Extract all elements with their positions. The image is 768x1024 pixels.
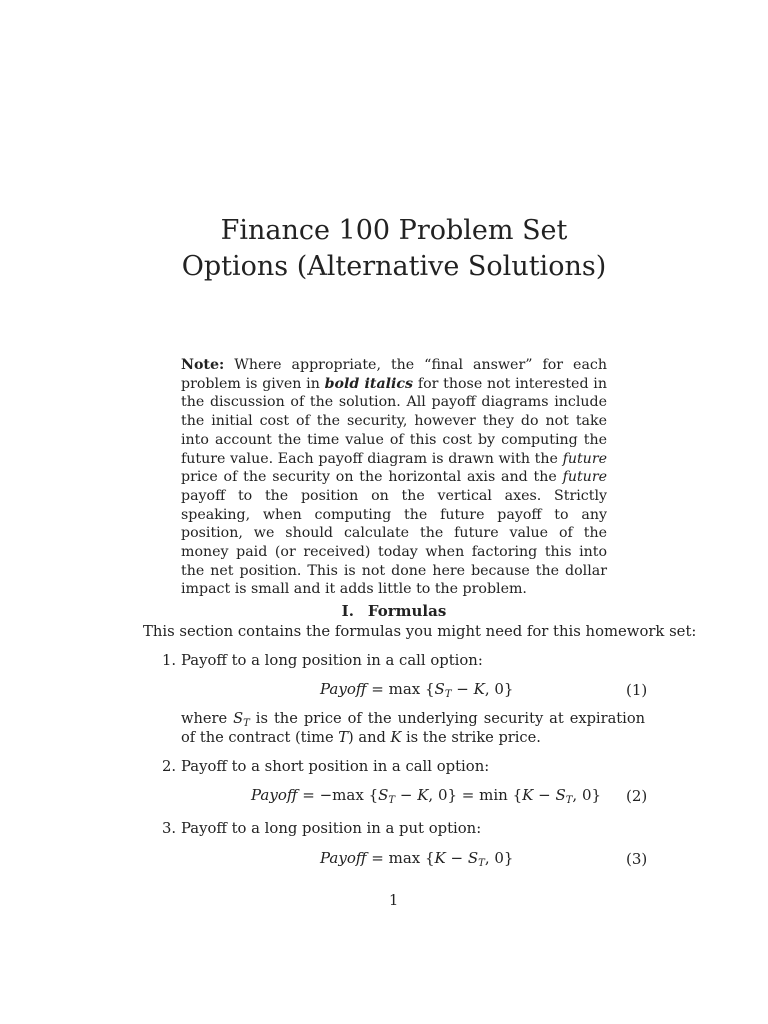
list-item-text: Payoff to a long position in a put option: [181,820,482,837]
where-paragraph: where $S_T$ is the price of the underlying security at expiration of the contract (time T) and K is the strike price. [181,710,645,746]
section-heading [0,602,768,620]
bold-italics-emphasis: bold italics [324,375,414,392]
future-emphasis: future [562,450,607,467]
note-text: payoff to the position on the vertical axes. Strictly speaking, when computing the future payoff to any position, we should calculate the future value of the money paid (or received) today when factoring this into the net position. This is not done here because the dollar impact is small and it adds little to the problem. [181,487,607,598]
section-intro: This section contains the formulas you might need for this homework set: [143,623,697,640]
list-item [162,820,481,837]
equation-number: (1) [626,681,648,699]
list-item [162,652,483,669]
equation-number: (3) [626,850,648,868]
list-item-number: 2. [162,758,177,775]
list-item-text: Payoff to a long position in a call option: [181,652,483,669]
list-item [162,758,489,775]
section-title: Formulas [367,602,447,620]
section-number: I. [341,602,354,620]
document-title-line-1: Finance 100 Problem Set [220,215,568,246]
equation-1: Payoff = $\max \{S_T - K$, 0} [320,680,514,700]
equation-2: Payoff = −max {$S_T - K$, $0\} = \min \{K - S_T$, 0} [251,786,602,806]
list-item-text: Payoff to a short position in a call option: [181,758,490,775]
list-item-number: 1. [162,652,177,669]
note-paragraph [181,356,607,599]
note-text: for those not interested in the discussion of the solution. All payoff diagrams include the initial cost of the security, however they do not take into account the time value of this cost by computing the future value. Each payoff diagram is drawn with the [181,375,607,467]
list-item-number: 3. [162,820,177,837]
page-number: 1 [389,892,399,909]
future-emphasis: future [562,469,607,486]
note-label: Note: [181,357,225,373]
note-text: price of the security on the horizontal axis and the [181,469,563,486]
note-text: Where appropriate, the “final answer” for each problem is given in [181,357,607,392]
document-title-line-2: Options (Alternative Solutions) [181,251,607,282]
equation-3: Payoff = $\max \{K - S_T$, 0} [320,849,514,869]
equation-number: (2) [626,787,648,805]
